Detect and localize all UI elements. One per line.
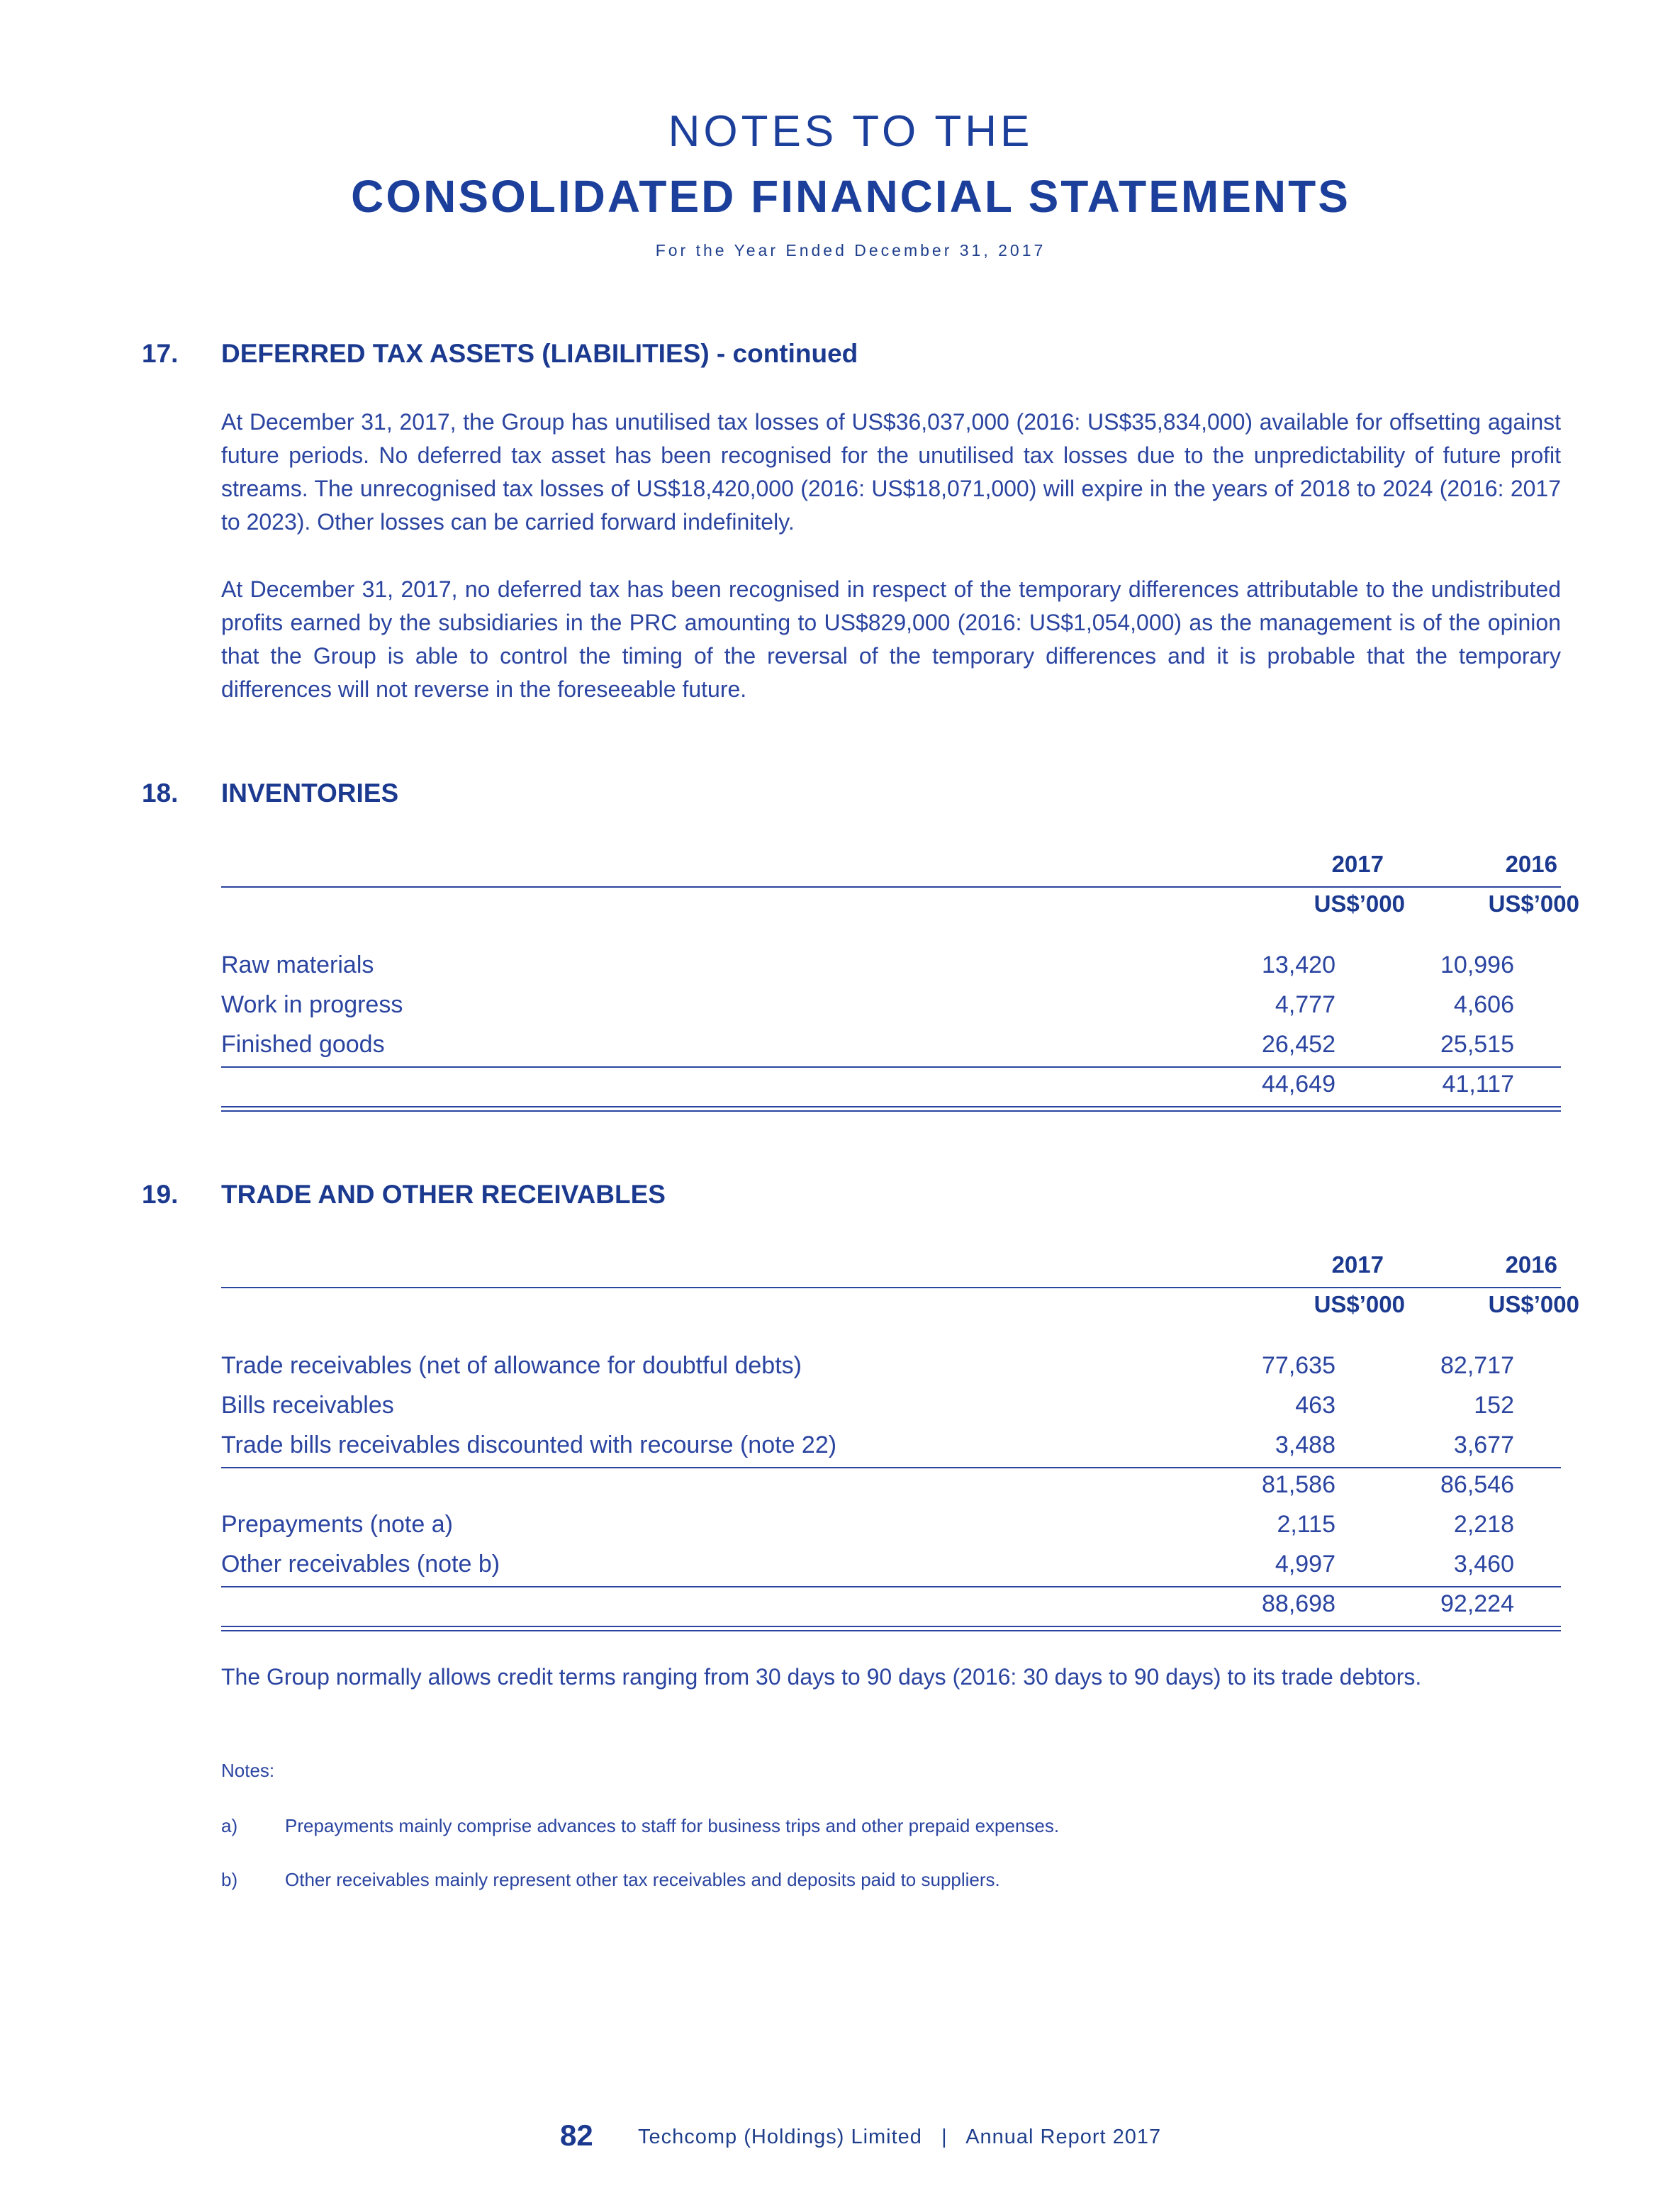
table-total-row: [221, 1590, 1561, 1626]
row-label: Finished goods: [221, 1031, 385, 1058]
column-unit-2016: US$’000: [1488, 891, 1579, 917]
section-number: 17.: [142, 339, 179, 368]
table-subtotal-row: [221, 1471, 1561, 1507]
section-number: 19.: [142, 1180, 179, 1209]
page-footer: [0, 2119, 1680, 2161]
section-title: TRADE AND OTHER RECEIVABLES: [221, 1180, 666, 1209]
value-2016: 3,677: [1453, 1431, 1514, 1458]
value-2016: 3,460: [1453, 1551, 1514, 1578]
value-2017: 3,488: [1275, 1431, 1335, 1458]
note-letter: b): [221, 1869, 238, 1890]
value-2017: 4,997: [1275, 1551, 1335, 1578]
row-label: Bills receivables: [221, 1392, 394, 1419]
section-19-paragraph: The Group normally allows credit terms ranging from 30 days to 90 days (2016: 30 days to 90 days) to its trade debtors.: [221, 1664, 1422, 1690]
table-double-rule: [221, 1106, 1561, 1112]
value-2017: 4,777: [1275, 991, 1335, 1018]
value-2016: 4,606: [1453, 991, 1514, 1018]
table-rule: [221, 1467, 1561, 1468]
note-text: Other receivables mainly represent other tax receivables and deposits paid to suppliers.: [285, 1869, 1000, 1890]
row-label: Work in progress: [221, 991, 403, 1018]
row-label: Trade bills receivables discounted with recourse (note 22): [221, 1431, 837, 1458]
table-row: [221, 1551, 1561, 1586]
row-label: Raw materials: [221, 951, 374, 978]
column-unit-2017: US$’000: [1314, 891, 1405, 917]
header-title: CONSOLIDATED FINANCIAL STATEMENTS: [351, 171, 1350, 222]
table-rule: [221, 1287, 1561, 1288]
table-row: [221, 1392, 1561, 1427]
section-17-paragraph-1: At December 31, 2017, the Group has unutilised tax losses of US$36,037,000 (2016: US$35,834,000) available for offsetting against future periods. No deferred tax asset has been recognised for the unutilised tax losses due to the unpredictability of future profit streams. The unrecognised tax losses of US$18,420,000 (2016: US$18,071,000) will expire in the years of 2018 to 2024 (2016: 2017 to 2023). Other losses can be carried forward indefinitely.: [221, 409, 1561, 535]
value-2016: 25,515: [1440, 1031, 1514, 1058]
subtotal-2016: 86,546: [1440, 1471, 1514, 1498]
value-2017: 77,635: [1262, 1352, 1335, 1379]
value-2016: 10,996: [1440, 951, 1514, 978]
value-2016: 82,717: [1440, 1352, 1514, 1379]
table-row: [221, 1431, 1561, 1467]
column-unit-2017: US$’000: [1314, 1291, 1405, 1317]
notes-label: Notes:: [221, 1760, 275, 1781]
value-2017: 463: [1295, 1392, 1335, 1419]
value-2017: 2,115: [1277, 1511, 1335, 1538]
total-2016: 92,224: [1440, 1590, 1514, 1617]
page-number: 82: [560, 2119, 593, 2152]
section-title: INVENTORIES: [221, 778, 399, 808]
table-total-row: [221, 1071, 1561, 1106]
table-row: [221, 1511, 1561, 1546]
table-row: [221, 991, 1561, 1027]
section-number: 18.: [142, 778, 179, 808]
column-unit-2016: US$’000: [1488, 1291, 1579, 1317]
column-year-2016: 2016: [1505, 851, 1557, 877]
table-rule: [221, 886, 1561, 888]
column-year-2017: 2017: [1331, 851, 1384, 877]
table-double-rule: [221, 1626, 1561, 1631]
row-label: Prepayments (note a): [221, 1511, 453, 1538]
table-row: [221, 1031, 1561, 1066]
note-letter: a): [221, 1815, 238, 1836]
total-2017: 88,698: [1262, 1590, 1335, 1617]
footer-text: Techcomp (Holdings) Limited | Annual Report 2017: [638, 2126, 1162, 2148]
value-2016: 2,218: [1453, 1511, 1514, 1538]
table-row: [221, 951, 1561, 987]
table-row: [221, 1352, 1561, 1388]
section-17-paragraph-2: At December 31, 2017, no deferred tax has been recognised in respect of the temporary differences attributable to the undistributed profits earned by the subsidiaries in the PRC amounting to US$829,000 (2016: US$1,054,000) as the management is of the opinion that the Group is able to control the timing of the reversal of the temporary differences and it is probable that the temporary differences will not reverse in the foreseeable future.: [221, 576, 1561, 702]
total-2016: 41,117: [1442, 1071, 1514, 1098]
row-label: Trade receivables (net of allowance for doubtful debts): [221, 1352, 802, 1379]
note-text: Prepayments mainly comprise advances to staff for business trips and other prepaid expenses.: [285, 1815, 1060, 1836]
column-year-2016: 2016: [1505, 1251, 1557, 1278]
table-rule: [221, 1066, 1561, 1068]
section-title: DEFERRED TAX ASSETS (LIABILITIES) - continued: [221, 339, 858, 368]
column-year-2017: 2017: [1331, 1251, 1384, 1278]
value-2017: 26,452: [1262, 1031, 1335, 1058]
header-notes-to-the: NOTES TO THE: [668, 107, 1034, 156]
row-label: Other receivables (note b): [221, 1551, 500, 1578]
total-2017: 44,649: [1262, 1071, 1335, 1098]
value-2016: 152: [1474, 1392, 1514, 1419]
header-subtitle: For the Year Ended December 31, 2017: [655, 241, 1046, 259]
table-rule: [221, 1586, 1561, 1587]
subtotal-2017: 81,586: [1262, 1471, 1335, 1498]
value-2017: 13,420: [1262, 951, 1335, 978]
